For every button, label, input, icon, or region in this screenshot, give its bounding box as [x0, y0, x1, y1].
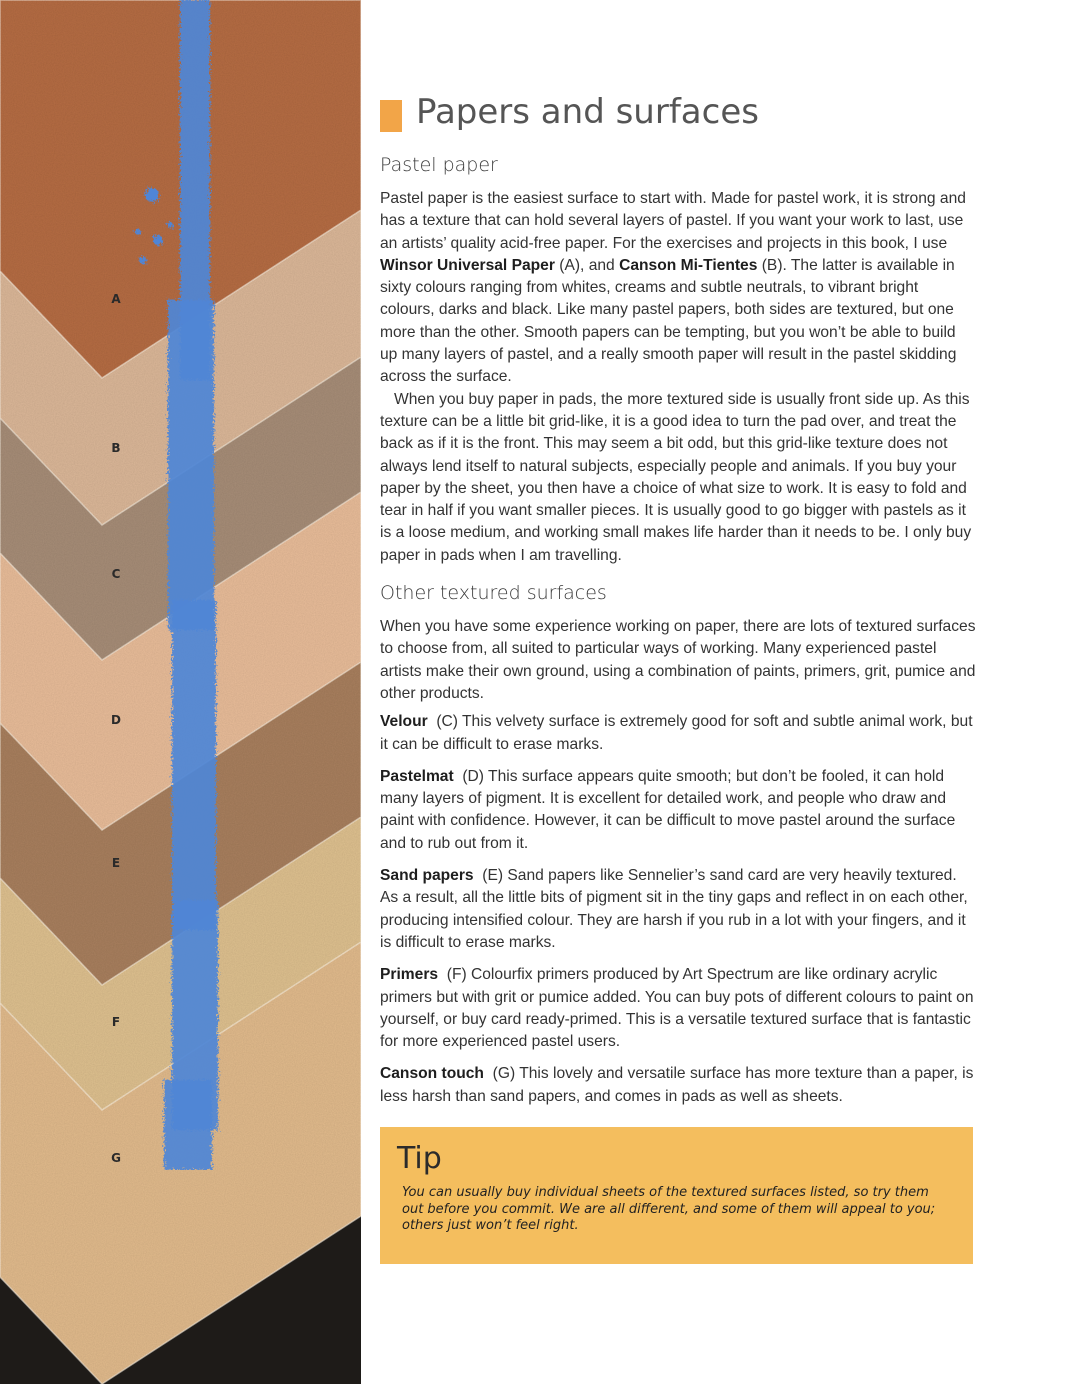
paper-label-f: F — [111, 1015, 121, 1029]
tip-title: Tip — [397, 1141, 442, 1176]
canson-mi-tientes-term: Canson Mi-Tientes — [619, 256, 758, 274]
paper-label-a: A — [111, 292, 121, 306]
paper-label-e: E — [111, 856, 121, 870]
pastel-paper-paragraph-2: When you buy paper in pads, the more textured side is usually front side up. As this texture can be a little bit grid-like, it is a good idea to turn the pad over, and treat the back as if it is the front. This may seem a bit odd, but this grid-like texture does not always lend itself to natural subjects, especially people and animals. If you buy your paper by the sheet, you then have a choice of what size to work. It is easy to fold and tear in half if you want smaller pieces. It is usually good to go bigger with pastels as it is a loose medium, and working small makes life harder than it needs to be. I only buy paper in pads when I am travelling. — [380, 390, 972, 564]
surface-description: (C) This velvety surface is extremely good for soft and subtle animal work, but it can be difficult to erase marks. — [380, 713, 977, 753]
surface-name: Velour — [380, 713, 428, 731]
text-run: (A), and — [554, 256, 620, 274]
paper-label-b: B — [111, 441, 121, 455]
title-row — [380, 92, 976, 140]
surface-name: Canson touch — [380, 1065, 484, 1083]
pastel-paper-paragraph-1 — [380, 188, 976, 389]
tip-text: You can usually buy individual sheets of the textured surfaces listed, so try them out before you commit. We are all different, and some of them will appeal to you; others just won’t feel right. — [402, 1185, 936, 1233]
surface-entry-sand-papers — [380, 865, 976, 954]
page-content — [380, 92, 976, 1108]
surface-description: (E) Sand papers like Sennelier’s sand card are very heavily textured. As a result, all the little bits of pigment sit in the tiny gaps and reflect in on each other, producing intensified colour. They are harsh if you rub in a lot with your fingers, and it is difficult to erase marks. — [380, 867, 973, 951]
surface-entry-velour — [380, 711, 976, 756]
tip-box — [380, 1127, 973, 1264]
page-title: Papers and surfaces — [416, 92, 759, 132]
pastel-stroke-segment — [168, 300, 214, 630]
other-surfaces-intro: When you have some experience working on paper, there are lots of textured surfaces to choose from, all suited to particular ways of working. Many experienced pastel artists make their own ground, using a combination of paints, primers, grit, pumice and other products. — [380, 618, 976, 702]
surface-entry-pastelmat — [380, 766, 976, 855]
pastel-stroke-segment — [172, 600, 216, 930]
text-run: (B). The latter is available in sixty colours ranging from whites, creams and subtle neutrals, to vibrant bright colours, darks and black. Like many pastel papers, both sides are textured, but one more than the other. Smooth papers can be tempting, but you won’t be able to build up many layers of pastel, and a really smooth paper will result in the pastel skidding across the surface. — [380, 256, 957, 386]
paper-label-c: C — [111, 567, 121, 581]
pastel-paper-heading: Pastel paper — [380, 154, 498, 176]
paper-label-g: G — [111, 1151, 121, 1165]
text-run: Pastel paper is the easiest surface to start with. Made for pastel work, it is strong and has a texture that can hold several layers of pastel. If you want your work to last, use an artists’ quality acid-free paper. For the exercises and projects in this book, I use — [380, 190, 966, 252]
surface-name: Sand papers — [380, 867, 474, 885]
surface-entry-canson-touch — [380, 1063, 976, 1108]
surface-description: (F) Colourfix primers produced by Art Spectrum are like ordinary acrylic primers but with grit or pumice added. You can buy pots of different colours to paint on yourself, or buy card ready-primed. This is a versatile textured surface that is fantastic for more experienced pastel users. — [380, 966, 978, 1051]
pastel-stroke-segment — [164, 1080, 212, 1170]
other-surfaces-heading: Other textured surfaces — [380, 582, 607, 605]
surface-name: Pastelmat — [380, 767, 454, 785]
pastel-crumb — [167, 222, 173, 228]
paper-label-d: D — [111, 713, 121, 727]
paper-swatches-illustration — [0, 0, 361, 1384]
surface-entry-primers — [380, 964, 976, 1053]
pastel-crumb — [145, 188, 159, 202]
pastel-crumb — [139, 256, 147, 264]
pastel-crumb — [153, 235, 163, 245]
winsor-universal-paper-term: Winsor Universal Paper — [380, 256, 555, 274]
surface-name: Primers — [380, 966, 439, 984]
surface-description: (G) This lovely and versatile surface has more texture than a paper, is less harsh than sand papers, and comes in pads as well as sheets. — [380, 1065, 978, 1105]
title-accent-square — [380, 100, 402, 132]
surface-description: (D) This surface appears quite smooth; but don’t be fooled, it can hold many layers of pigment. It is excellent for detailed work, and people who draw and paint with confidence. However, it can be difficult to move pastel around the surface and to rub out from it. — [380, 767, 960, 852]
paper-samples-photo — [0, 0, 361, 1384]
pastel-crumb — [135, 229, 141, 235]
